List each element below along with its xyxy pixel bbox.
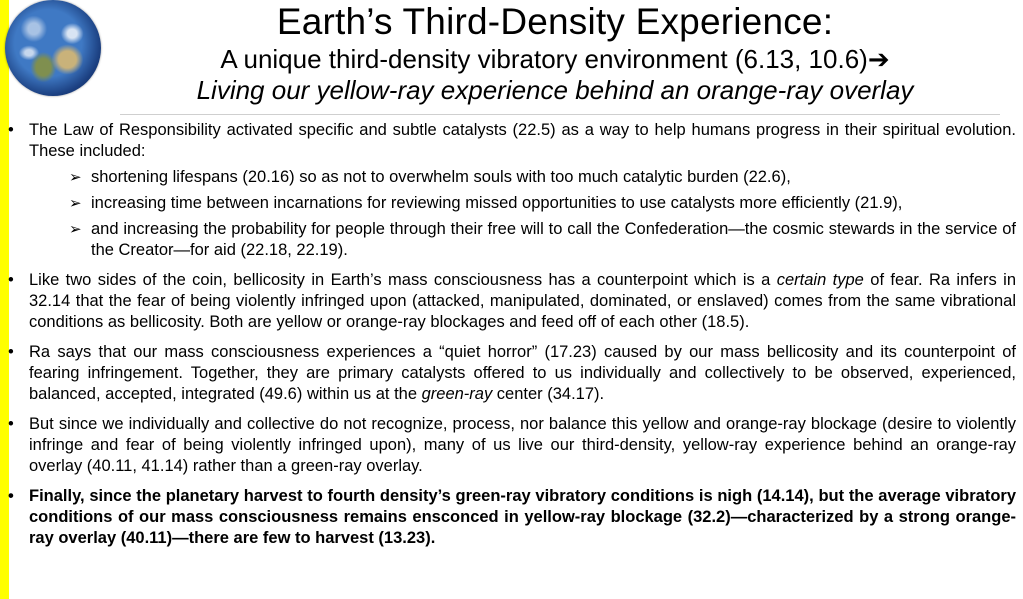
subtitle-text: A unique third-density vibratory environment (6.13, 10.6)	[220, 44, 868, 74]
bullet-item	[8, 270, 1016, 333]
bullet-icon: •	[8, 487, 14, 505]
bullet-text: The Law of Responsibility activated specific and subtle catalysts (22.5) as a way to help humans progress in their spiritual evolution. These included:	[29, 121, 1016, 160]
sub-bullet-text: and increasing the probability for people through their free will to call the Confederation—the cosmic stewards in the service of the Creator—for aid (22.18, 22.19).	[91, 220, 1016, 259]
slide-title: Earth’s Third-Density Experience:	[276, 1, 834, 42]
bullet-text-emphasis: green-ray	[421, 385, 493, 403]
sub-bullet-item	[29, 193, 1016, 214]
bullet-text-part: center (34.17).	[492, 385, 605, 403]
bullet-list	[8, 120, 1016, 558]
bullet-item-conclusion	[8, 486, 1016, 549]
right-arrow-icon: ➔	[867, 44, 890, 74]
sub-bullet-list	[29, 167, 1016, 261]
title-divider	[120, 114, 1000, 115]
slide-title-block	[110, 0, 1000, 106]
sub-bullet-item	[29, 219, 1016, 261]
bullet-text	[29, 343, 1016, 403]
sub-bullet-text: increasing time between incarnations for reviewing missed opportunities to use catalysts more efficiently (21.9),	[91, 194, 903, 212]
slide-subtitle	[110, 44, 1000, 74]
sub-bullet-item	[29, 167, 1016, 188]
bullet-text-part: Ra says that our mass consciousness experiences a “quiet horror” (17.23) caused by our mass bellicosity and its counterpoint of fearing infringement. Together, they are primary catalysts offered to us individually and collectively to be observed, experienced, balanced, accepted, integrated (49.6) within us at the	[29, 343, 1016, 403]
bullet-icon: •	[8, 121, 14, 139]
sub-bullet-text: shortening lifespans (20.16) so as not to overwhelm souls with too much catalytic burden (22.6),	[91, 168, 791, 186]
bullet-text-emphasis: certain type	[776, 271, 864, 289]
arrow-bullet-icon: ➢	[69, 195, 82, 212]
bullet-icon: •	[8, 415, 14, 433]
arrow-bullet-icon: ➢	[69, 221, 82, 238]
bullet-text: But since we individually and collective do not recognize, process, nor balance this yellow and orange-ray blockage (desire to violently infringe and fear of being violently infringed upon), many of us live our third-density, yellow-ray experience behind an orange-ray overlay (40.11, 41.14) rather than a green-ray overlay.	[29, 415, 1016, 475]
bullet-icon: •	[8, 343, 14, 361]
bullet-item	[8, 414, 1016, 477]
bullet-item	[8, 342, 1016, 405]
bullet-icon: •	[8, 271, 14, 289]
earth-globe-image	[5, 0, 101, 96]
bullet-text	[29, 271, 1016, 331]
bullet-item	[8, 120, 1016, 261]
bullet-text-part: of fear. Ra infers in 32.14 that the fear of being violently infringed upon (attacked, manipulated, dominated, or enslaved) comes from the same vibrational conditions as bellicosity. Both are yellow or orange-ray blockages and feed off of each other (18.5).	[29, 271, 1017, 331]
slide-tagline: Living our yellow-ray experience behind an orange-ray overlay	[196, 75, 914, 105]
arrow-bullet-icon: ➢	[69, 169, 82, 186]
bullet-text-part: Like two sides of the coin, bellicosity in Earth’s mass consciousness has a counterpoint which is a	[29, 271, 777, 289]
bullet-text: Finally, since the planetary harvest to fourth density’s green-ray vibratory conditions is nigh (14.14), but the average vibratory conditions of our mass consciousness remains ensconced in yellow-ray blockage (32.2)—characterized by a strong orange-ray overlay (40.11)—there are few to harvest (13.23).	[29, 487, 1016, 547]
